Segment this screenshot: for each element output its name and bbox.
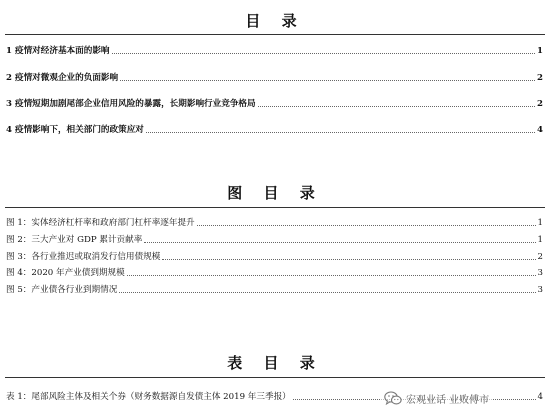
tables-title: 表 目 录 bbox=[227, 354, 323, 372]
figure-entry-page: 3 bbox=[537, 285, 543, 295]
toc-entry-2[interactable] bbox=[6, 72, 543, 84]
dot-leader bbox=[112, 53, 536, 54]
figure-entry-4[interactable] bbox=[6, 267, 543, 279]
figure-entry-1[interactable] bbox=[6, 217, 543, 229]
dot-leader bbox=[120, 80, 535, 81]
figure-entry-page: 1 bbox=[537, 218, 543, 228]
toc-entry-label: 2 疫情对微观企业的负面影响 bbox=[6, 73, 119, 83]
figure-entry-2[interactable] bbox=[6, 234, 543, 246]
dot-leader bbox=[119, 292, 535, 293]
wechat-icon bbox=[384, 391, 402, 406]
toc-entry-label: 4 疫情影响下，相关部门的政策应对 bbox=[6, 125, 144, 135]
figures-rule bbox=[5, 207, 545, 208]
toc-entry-4[interactable] bbox=[6, 124, 543, 136]
tables-rule bbox=[5, 377, 545, 378]
toc-entry-page: 4 bbox=[537, 125, 543, 135]
figure-entry-label: 图 3：各行业推迟或取消发行信用债规模 bbox=[6, 252, 161, 262]
toc-entry-label: 1 疫情对经济基本面的影响 bbox=[6, 46, 110, 56]
watermark bbox=[381, 387, 492, 409]
toc-entry-label: 3 疫情短期加剧尾部企业信用风险的暴露，长期影响行业竞争格局 bbox=[6, 99, 256, 109]
toc-entry-3[interactable] bbox=[6, 98, 543, 110]
figure-entry-3[interactable] bbox=[6, 251, 543, 263]
toc-entry-1[interactable] bbox=[6, 45, 543, 57]
dot-leader bbox=[146, 132, 535, 133]
toc-entry-page: 2 bbox=[537, 99, 543, 109]
figure-entry-label: 图 5：产业债各行业到期情况 bbox=[6, 285, 118, 295]
table-entry-label: 表 1：尾部风险主体及相关个券（财务数据源自发债主体 2019 年三季报） bbox=[6, 392, 291, 402]
table-entry-page: 4 bbox=[537, 392, 543, 402]
figure-entry-page: 2 bbox=[537, 252, 543, 262]
toc-entry-page: 2 bbox=[537, 73, 543, 83]
figure-entry-label: 图 1：实体经济杠杆率和政府部门杠杆率逐年提升 bbox=[6, 218, 195, 228]
dot-leader bbox=[197, 225, 536, 226]
toc-rule bbox=[5, 34, 545, 35]
dot-leader bbox=[162, 259, 535, 260]
dot-leader bbox=[258, 106, 535, 107]
figure-entry-page: 1 bbox=[537, 235, 543, 245]
toc-title: 目 录 bbox=[245, 12, 305, 30]
toc-entry-page: 1 bbox=[537, 46, 543, 56]
figure-entry-page: 3 bbox=[537, 268, 543, 278]
figures-title: 图 目 录 bbox=[227, 184, 323, 202]
figure-entry-label: 图 4：2020 年产业债到期规模 bbox=[6, 268, 125, 278]
watermark-text: 宏观业话 业败傅市 bbox=[406, 394, 490, 406]
figure-entry-5[interactable] bbox=[6, 284, 543, 296]
figure-entry-label: 图 2：三大产业对 GDP 累计贡献率 bbox=[6, 235, 143, 245]
dot-leader bbox=[127, 275, 536, 276]
dot-leader bbox=[144, 242, 535, 243]
